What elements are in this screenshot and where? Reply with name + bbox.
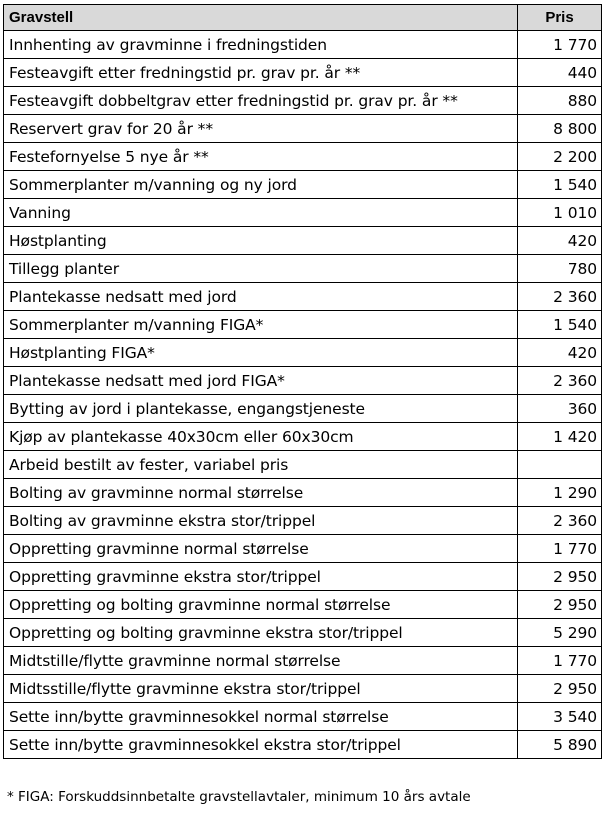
price-cell: 8 800 [518, 115, 602, 143]
table-row [4, 143, 602, 171]
service-name-cell: Sommerplanter m/vanning FIGA* [4, 311, 518, 339]
price-cell: 1 540 [518, 171, 602, 199]
price-cell: 1 770 [518, 535, 602, 563]
table-body [4, 31, 602, 759]
price-cell [518, 451, 602, 479]
price-cell: 360 [518, 395, 602, 423]
price-cell: 2 360 [518, 507, 602, 535]
table-row [4, 255, 602, 283]
price-cell: 1 420 [518, 423, 602, 451]
table-row [4, 171, 602, 199]
table-row [4, 283, 602, 311]
price-cell: 1 540 [518, 311, 602, 339]
table-row [4, 339, 602, 367]
service-name-cell: Festeavgift etter fredningstid pr. grav pr. år ** [4, 59, 518, 87]
table-row [4, 423, 602, 451]
price-cell: 1 290 [518, 479, 602, 507]
service-name-cell: Oppretting og bolting gravminne normal størrelse [4, 591, 518, 619]
table-row [4, 31, 602, 59]
price-cell: 440 [518, 59, 602, 87]
table-row [4, 227, 602, 255]
table-row [4, 395, 602, 423]
price-table [3, 4, 602, 759]
price-cell: 2 200 [518, 143, 602, 171]
service-name-cell: Midtstille/flytte gravminne normal størrelse [4, 647, 518, 675]
service-name-cell: Festefornyelse 5 nye år ** [4, 143, 518, 171]
service-name-cell: Plantekasse nedsatt med jord [4, 283, 518, 311]
table-row [4, 591, 602, 619]
price-cell: 420 [518, 227, 602, 255]
service-name-cell: Oppretting og bolting gravminne ekstra stor/trippel [4, 619, 518, 647]
table-row [4, 87, 602, 115]
table-row [4, 507, 602, 535]
price-cell: 1 770 [518, 647, 602, 675]
service-name-cell: Arbeid bestilt av fester, variabel pris [4, 451, 518, 479]
service-name-cell: Reservert grav for 20 år ** [4, 115, 518, 143]
table-row [4, 199, 602, 227]
service-name-cell: Bolting av gravminne ekstra stor/trippel [4, 507, 518, 535]
service-name-cell: Sette inn/bytte gravminnesokkel ekstra stor/trippel [4, 731, 518, 759]
service-name-cell: Sette inn/bytte gravminnesokkel normal størrelse [4, 703, 518, 731]
table-row [4, 115, 602, 143]
table-header-row [4, 5, 602, 31]
service-name-cell: Sommerplanter m/vanning og ny jord [4, 171, 518, 199]
table-row [4, 59, 602, 87]
service-name-cell: Bytting av jord i plantekasse, engangstjeneste [4, 395, 518, 423]
service-name-cell: Oppretting gravminne normal størrelse [4, 535, 518, 563]
table-row [4, 479, 602, 507]
table-row [4, 619, 602, 647]
price-cell: 2 360 [518, 367, 602, 395]
service-name-cell: Høstplanting FIGA* [4, 339, 518, 367]
price-cell: 5 290 [518, 619, 602, 647]
table-row [4, 367, 602, 395]
service-name-cell: Høstplanting [4, 227, 518, 255]
service-name-cell: Tillegg planter [4, 255, 518, 283]
service-name-cell: Midtsstille/flytte gravminne ekstra stor/trippel [4, 675, 518, 703]
price-cell: 2 950 [518, 675, 602, 703]
table-row [4, 563, 602, 591]
price-cell: 2 360 [518, 283, 602, 311]
footnote: * FIGA: Forskuddsinnbetalte gravstellavtaler, minimum 10 års avtale [7, 789, 471, 805]
header-gravstell: Gravstell [4, 5, 518, 31]
table-row [4, 647, 602, 675]
price-cell: 2 950 [518, 591, 602, 619]
table-row [4, 703, 602, 731]
price-cell: 3 540 [518, 703, 602, 731]
service-name-cell: Festeavgift dobbeltgrav etter fredningstid pr. grav pr. år ** [4, 87, 518, 115]
price-cell: 2 950 [518, 563, 602, 591]
service-name-cell: Kjøp av plantekasse 40x30cm eller 60x30cm [4, 423, 518, 451]
table-row [4, 675, 602, 703]
table-row [4, 451, 602, 479]
price-cell: 1 770 [518, 31, 602, 59]
price-cell: 880 [518, 87, 602, 115]
price-cell: 5 890 [518, 731, 602, 759]
table-row [4, 731, 602, 759]
price-cell: 420 [518, 339, 602, 367]
service-name-cell: Innhenting av gravminne i fredningstiden [4, 31, 518, 59]
service-name-cell: Oppretting gravminne ekstra stor/trippel [4, 563, 518, 591]
header-pris: Pris [518, 5, 602, 31]
service-name-cell: Plantekasse nedsatt med jord FIGA* [4, 367, 518, 395]
service-name-cell: Bolting av gravminne normal størrelse [4, 479, 518, 507]
table-row [4, 535, 602, 563]
price-cell: 1 010 [518, 199, 602, 227]
table-row [4, 311, 602, 339]
service-name-cell: Vanning [4, 199, 518, 227]
price-cell: 780 [518, 255, 602, 283]
